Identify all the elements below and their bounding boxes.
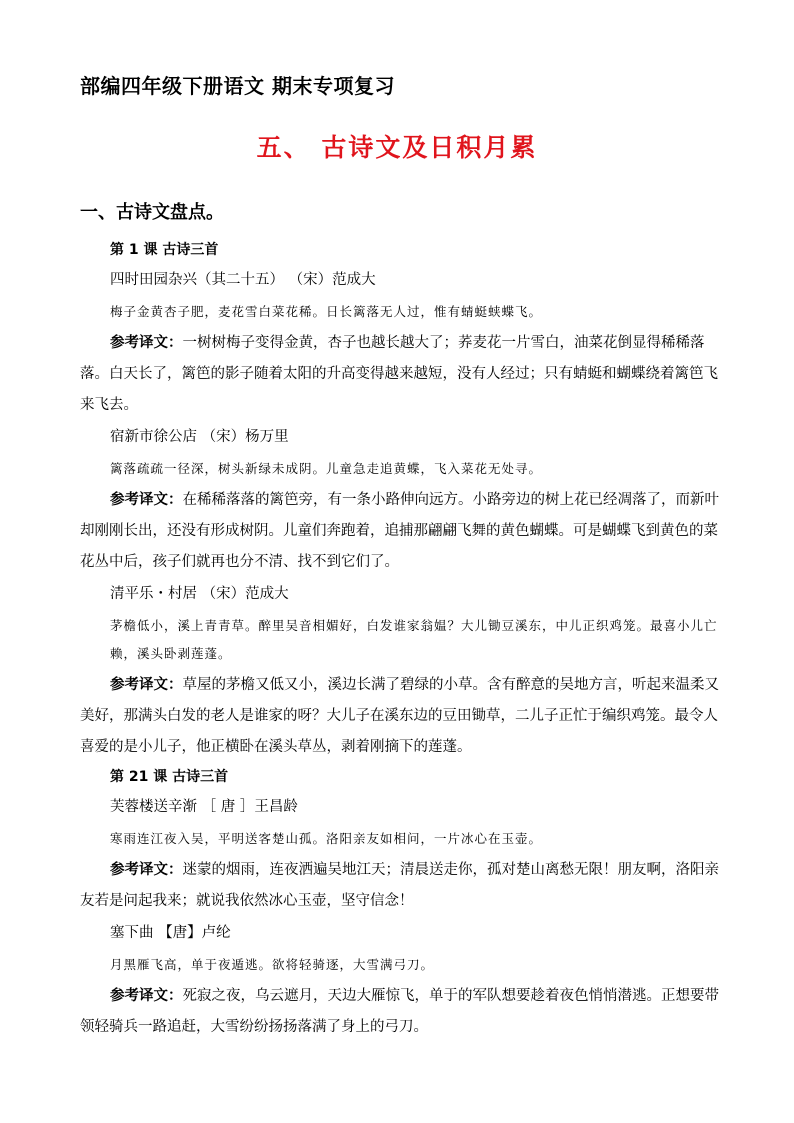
translation-text: 在稀稀落落的篱笆旁，有一条小路伸向远方。小路旁边的树上花已经凋落了，而新叶却刚刚长出，还没有形成树阴。儿童们奔跑着，追捕那翩翩飞舞的黄色蝴蝶。可是蝴蝶飞到黄色的菜花丛中后，孩子们就再也分不清、找不到它们了。 bbox=[80, 492, 719, 570]
translation-text: 死寂之夜，乌云遮月，天边大雁惊飞，单于的军队想要趁着夜色悄悄潜逃。正想要带领轻骑兵一路追赶，大雪纷纷扬扬落满了身上的弓刀。 bbox=[80, 988, 719, 1035]
translation-label: 参考译文： bbox=[110, 335, 183, 351]
poem-title: 芙蓉楼送辛渐 ［ 唐 ］王昌龄 bbox=[110, 799, 298, 815]
translation-text: 迷蒙的烟雨，连夜洒遍吴地江天；清晨送走你，孤对楚山离愁无限！朋友啊，洛阳亲友若是问起我来；就说我依然冰心玉壶，坚守信念！ bbox=[80, 862, 719, 909]
translation-label: 参考译文： bbox=[110, 677, 183, 693]
translation-label: 参考译文： bbox=[110, 492, 183, 508]
translation bbox=[80, 670, 728, 763]
poem-text: 月黑雁飞高，单于夜遁逃。欲将轻骑逐，大雪满弓刀。 bbox=[110, 957, 435, 972]
page-header: 部编四年级下册语文 期末专项复习 bbox=[80, 74, 395, 98]
translation bbox=[80, 485, 728, 578]
translation bbox=[80, 328, 728, 421]
lesson-heading: 第 21 课 古诗三首 bbox=[110, 769, 229, 785]
poem-text: 篱落疏疏一径深，树头新绿未成阴。儿童急走追黄蝶，飞入菜花无处寻。 bbox=[110, 461, 543, 476]
poem-title: 宿新市徐公店 （宋）杨万里 bbox=[110, 429, 289, 445]
lesson-heading: 第 1 课 古诗三首 bbox=[110, 242, 219, 258]
translation-text: 草屋的茅檐又低又小，溪边长满了碧绿的小草。含有醉意的吴地方言，听起来温柔又美好，那满头白发的老人是谁家的呀？大儿子在溪东边的豆田锄草，二儿子正忙于编织鸡笼。最令人喜爱的是小儿子，他正横卧在溪头草丛，剥着刚摘下的莲蓬。 bbox=[80, 677, 719, 755]
translation bbox=[80, 981, 728, 1043]
poem-text: 寒雨连江夜入吴，平明送客楚山孤。洛阳亲友如相问，一片冰心在玉壶。 bbox=[110, 831, 543, 846]
translation bbox=[80, 855, 728, 917]
poem-title: 塞下曲 【唐】卢纶 bbox=[110, 925, 231, 941]
poem-title: 清平乐・村居 （宋）范成大 bbox=[110, 586, 289, 602]
translation-label: 参考译文： bbox=[110, 988, 183, 1004]
page-title: 五、 古诗文及日积月累 bbox=[256, 133, 538, 162]
poem-text: 茅檐低小，溪上青青草。醉里吴音相媚好，白发谁家翁媪？大儿锄豆溪东，中儿正织鸡笼。最喜小儿亡赖，溪头卧剥莲蓬。 bbox=[110, 618, 718, 661]
document-body bbox=[80, 236, 728, 1043]
section-heading: 一、古诗文盘点。 bbox=[80, 202, 224, 223]
translation-text: 一树树梅子变得金黄，杏子也越长越大了；荞麦花一片雪白，油菜花倒显得稀稀落落。白天长了，篱笆的影子随着太阳的升高变得越来越短，没有人经过；只有蜻蜓和蝴蝶绕着篱笆飞来飞去。 bbox=[80, 335, 718, 413]
poem-text: 梅子金黄杏子肥，麦花雪白菜花稀。日长篱落无人过，惟有蜻蜓蛱蝶飞。 bbox=[110, 304, 543, 319]
poem-title: 四时田园杂兴（其二十五） （宋）范成大 bbox=[110, 272, 376, 288]
translation-label: 参考译文： bbox=[110, 862, 183, 878]
